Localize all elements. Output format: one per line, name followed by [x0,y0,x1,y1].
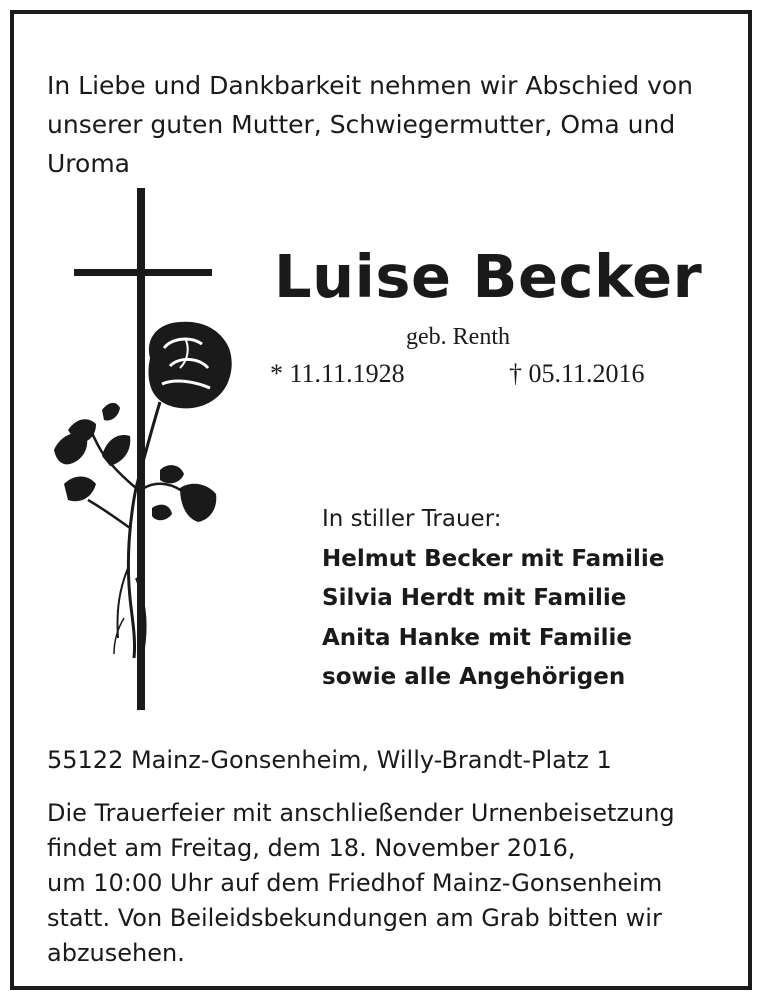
intro-line: Uroma [47,149,130,178]
ceremony-line: findet am Freitag, dem 18. November 2016, [47,834,576,862]
intro-line: In Liebe und Dankbarkeit nehmen wir Abschied von [47,71,694,100]
ceremony-line: Die Trauerfeier mit anschließender Urnenbeisetzung [47,799,675,827]
address-line: 55122 Mainz-Gonsenheim, Willy-Brandt-Platz 1 [47,746,612,774]
ceremony-text [47,796,675,971]
mourning-header: In stiller Trauer: [322,506,502,532]
mourner-entry: sowie alle Angehörigen [322,664,626,690]
deceased-name: Luise Becker [274,242,703,311]
intro-text [47,66,727,183]
intro-line: unserer guten Mutter, Schwiegermutter, Oma und [47,110,676,139]
cross-icon [74,188,212,710]
obituary-notice [10,10,752,990]
mourners-block [322,500,664,698]
cross-and-rose-illustration [40,188,240,728]
death-date: † 05.11.2016 [509,359,645,388]
ceremony-line: um 10:00 Uhr auf dem Friedhof Mainz-Gonsenheim [47,869,663,897]
mourner-entry: Helmut Becker mit Familie [322,545,665,572]
ceremony-line: abzusehen. [47,939,185,967]
ceremony-line: statt. Von Beileidsbekundungen am Grab bitten wir [47,904,662,932]
birth-date: * 11.11.1928 [270,359,405,388]
mourner-entry: Anita Hanke mit Familie [322,624,632,651]
maiden-name: geb. Renth [406,324,510,350]
mourner-entry: Silvia Herdt mit Familie [322,585,627,611]
